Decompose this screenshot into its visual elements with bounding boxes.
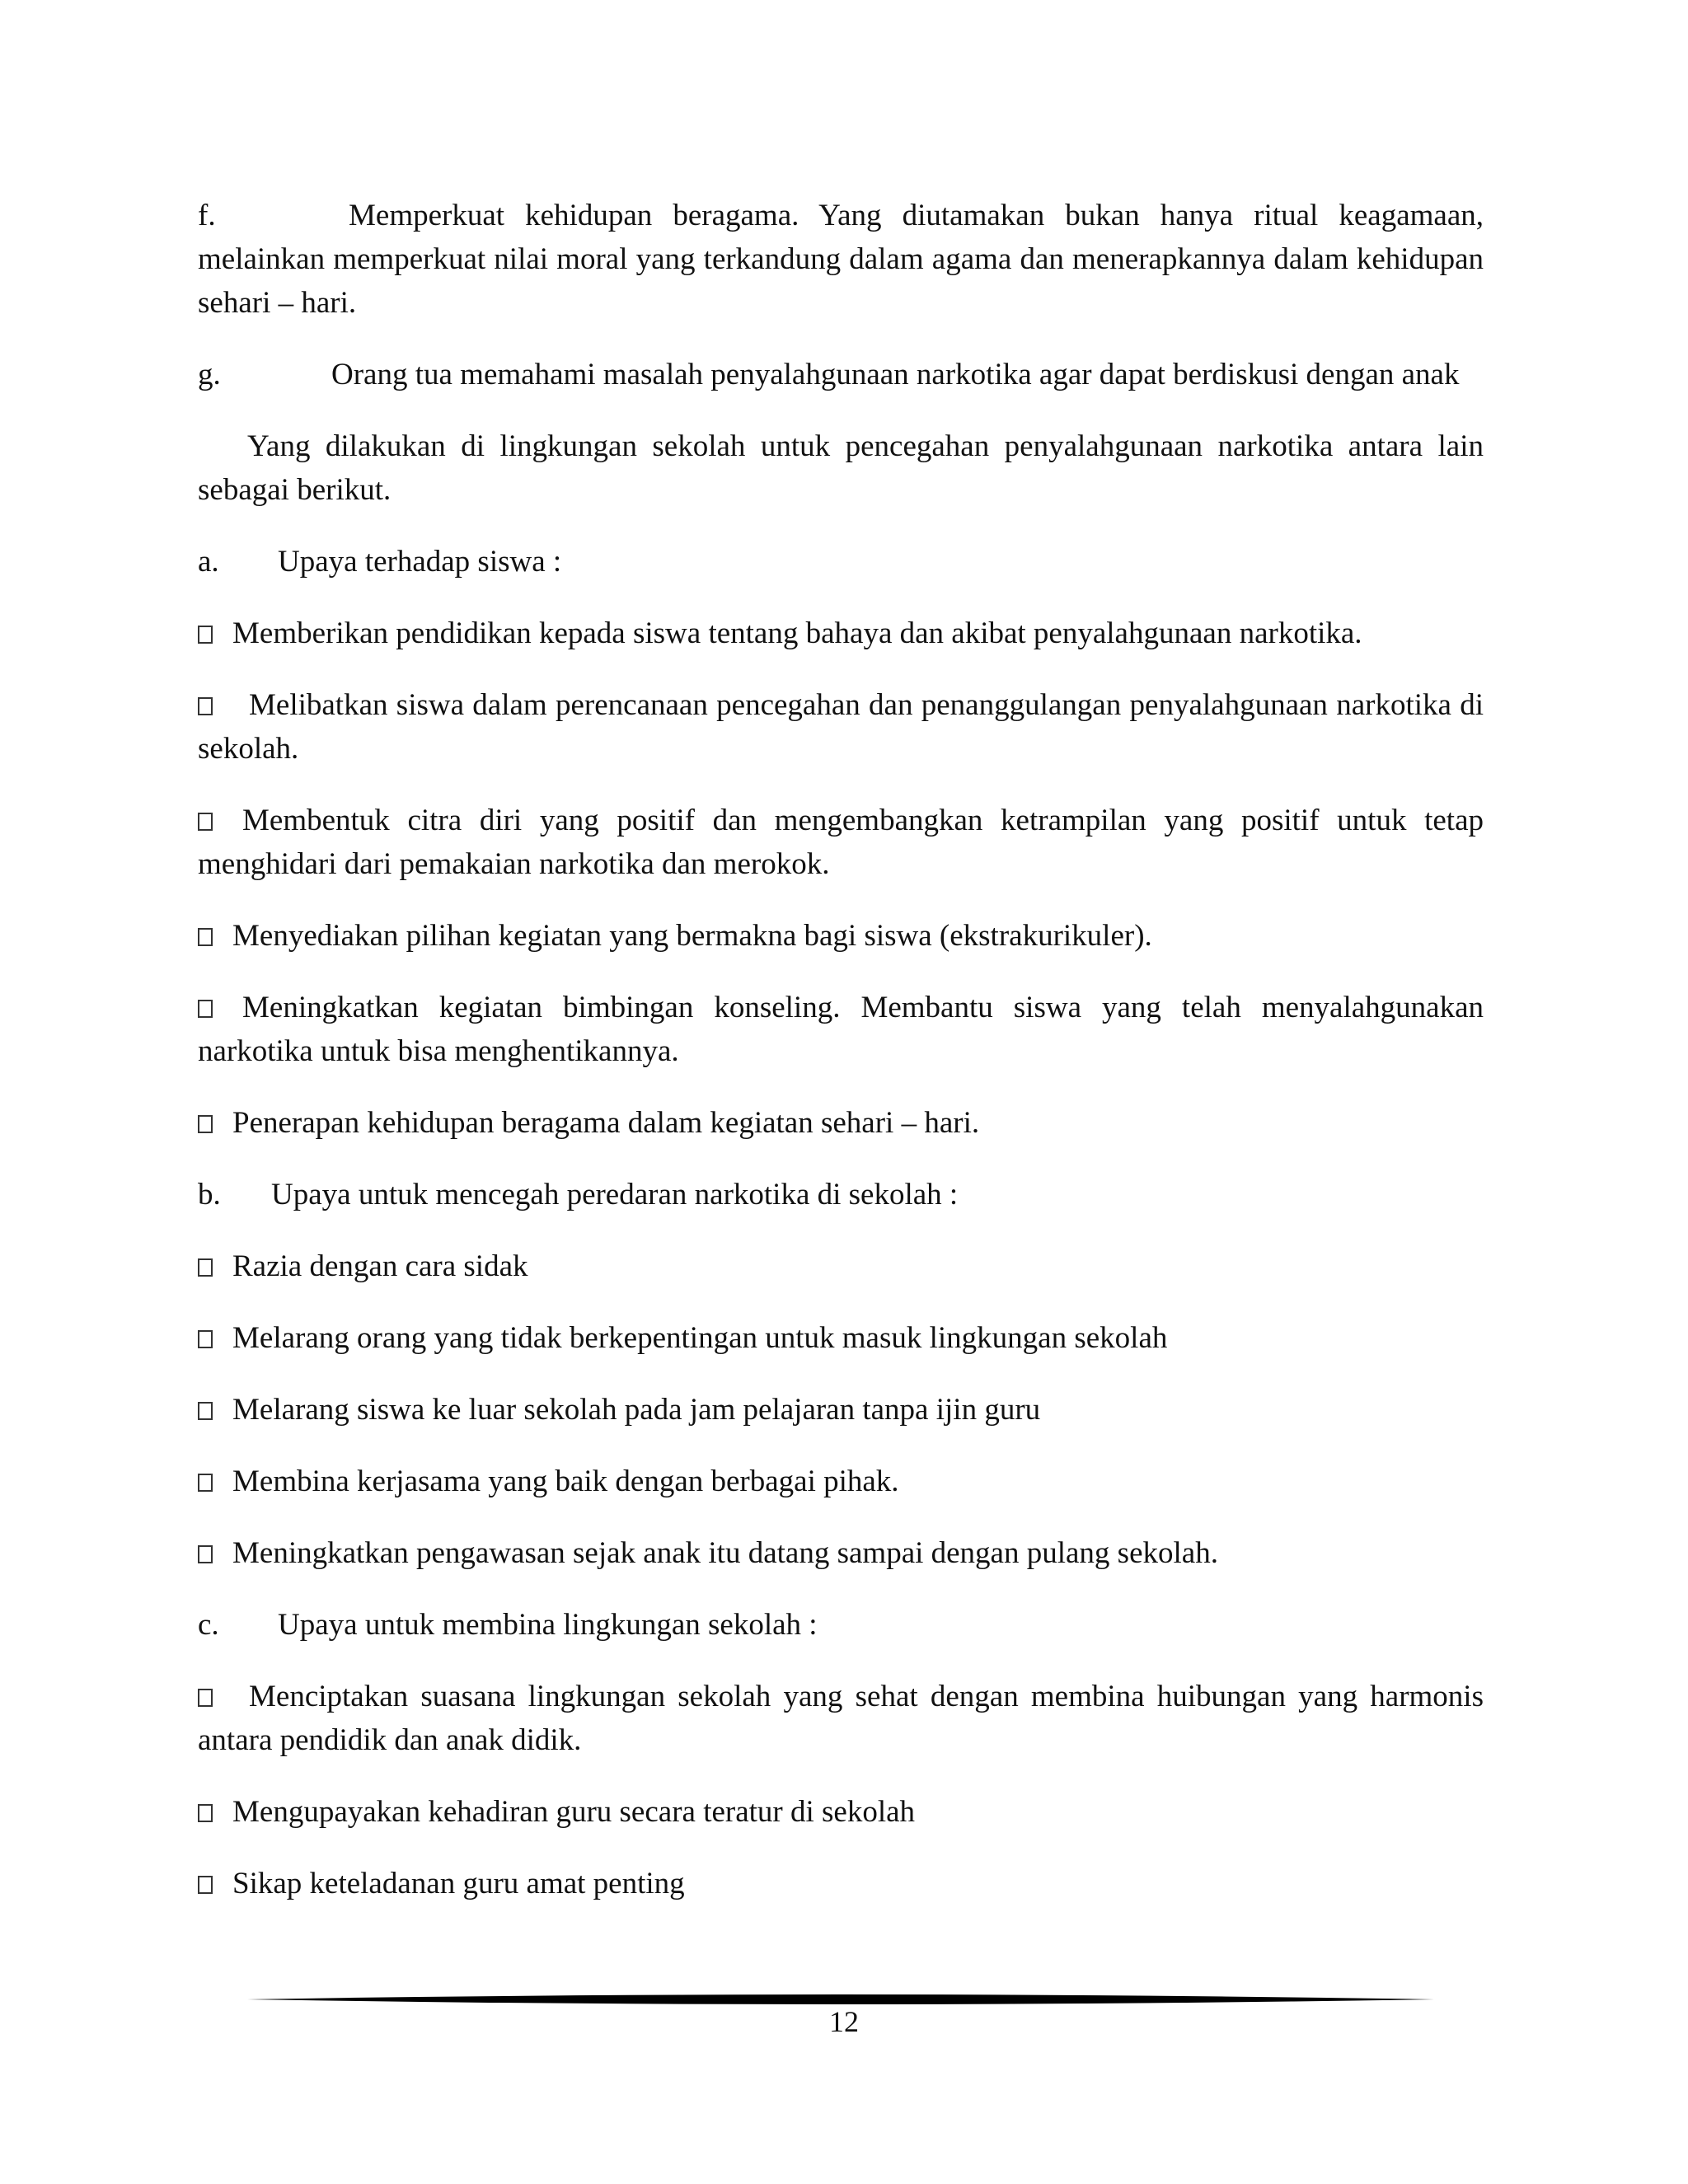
bullet-box-icon — [198, 928, 213, 946]
list-item — [198, 1790, 1484, 1834]
section-heading-c — [198, 1603, 1484, 1647]
list-item-text: Meningkatkan pengawasan sejak anak itu datang sampai dengan pulang sekolah. — [232, 1536, 1218, 1570]
paragraph-f — [198, 194, 1484, 325]
intro-paragraph: Yang dilakukan di lingkungan sekolah untuk pencegahan penyalahgunaan narkotika antara lain sebagai berikut. — [198, 429, 1484, 507]
bullet-box-icon — [198, 1402, 213, 1420]
bullet-box-icon — [198, 697, 213, 715]
section-heading-text: Upaya untuk membina lingkungan sekolah : — [278, 1608, 818, 1642]
list-item-text: Melarang siswa ke luar sekolah pada jam pelajaran tanpa ijin guru — [232, 1393, 1041, 1427]
paragraph-g — [198, 353, 1484, 396]
bullet-box-icon — [198, 1474, 213, 1492]
paragraph-text: Memperkuat kehidupan beragama. Yang diutamakan bukan hanya ritual keagamaan, melainkan memperkuat nilai moral yang terkandung dalam agama dan menerapkannya dalam kehidupan sehari – hari. — [198, 199, 1484, 320]
page-number: 12 — [829, 2005, 859, 2038]
list-item-text: Meningkatkan kegiatan bimbingan konseling. Membantu siswa yang telah menyalahgunakan narkotika untuk bisa menghentikannya. — [198, 991, 1484, 1068]
bullet-box-icon — [198, 626, 213, 644]
section-heading-text: Upaya terhadap siswa : — [278, 545, 562, 579]
bullet-box-icon — [198, 1330, 213, 1348]
list-item-text: Sikap keteladanan guru amat penting — [232, 1867, 685, 1900]
list-item — [198, 1101, 1484, 1145]
list-item — [198, 1675, 1484, 1762]
list-item — [198, 1531, 1484, 1575]
page-content — [198, 194, 1484, 1933]
list-item — [198, 1388, 1484, 1432]
list-item — [198, 612, 1484, 655]
list-item-text: Melibatkan siswa dalam perencanaan pencegahan dan penanggulangan penyalahgunaan narkotika di sekolah. — [198, 688, 1484, 766]
list-label: g. — [198, 358, 221, 391]
section-heading-text: Upaya untuk mencegah peredaran narkotika di sekolah : — [271, 1178, 959, 1212]
list-item-text: Menyediakan pilihan kegiatan yang bermakna bagi siswa (ekstrakurikuler). — [232, 919, 1152, 953]
section-label: a. — [198, 545, 219, 579]
list-item — [198, 1244, 1484, 1288]
bullet-box-icon — [198, 1876, 213, 1894]
list-item — [198, 1460, 1484, 1503]
bullet-box-icon — [198, 1804, 213, 1822]
list-item — [198, 914, 1484, 958]
list-item-text: Melarang orang yang tidak berkepentingan untuk masuk lingkungan sekolah — [232, 1321, 1168, 1355]
paragraph-text: Orang tua memahami masalah penyalahgunaan narkotika agar dapat berdiskusi dengan anak — [331, 358, 1460, 391]
list-label: f. — [198, 199, 216, 232]
list-item-text: Penerapan kehidupan beragama dalam kegiatan sehari – hari. — [232, 1106, 980, 1140]
section-heading-a — [198, 540, 1484, 583]
list-item — [198, 799, 1484, 886]
list-item-text: Mengupayakan kehadiran guru secara teratur di sekolah — [232, 1795, 916, 1829]
bullet-box-icon — [198, 1689, 213, 1707]
bullet-box-icon — [198, 813, 213, 831]
list-item — [198, 1316, 1484, 1360]
list-item-text: Membentuk citra diri yang positif dan mengembangkan ketrampilan yang positif untuk tetap menghidari dari pemakaian narkotika dan merokok. — [198, 804, 1484, 881]
bullet-box-icon — [198, 1115, 213, 1133]
list-item — [198, 986, 1484, 1073]
list-item — [198, 1862, 1484, 1905]
bullet-box-icon — [198, 1258, 213, 1277]
list-item — [198, 683, 1484, 771]
bullet-box-icon — [198, 1545, 213, 1563]
section-heading-b — [198, 1173, 1484, 1216]
section-label: c. — [198, 1608, 219, 1642]
list-item-text: Menciptakan suasana lingkungan sekolah yang sehat dengan membina huibungan yang harmonis antara pendidik dan anak didik. — [198, 1680, 1484, 1757]
list-item-text: Membina kerjasama yang baik dengan berbagai pihak. — [232, 1465, 899, 1498]
list-item-text: Memberikan pendidikan kepada siswa tentang bahaya dan akibat penyalahgunaan narkotika. — [232, 616, 1362, 650]
list-item-text: Razia dengan cara sidak — [232, 1249, 528, 1283]
section-label: b. — [198, 1178, 221, 1212]
bullet-box-icon — [198, 1000, 213, 1018]
